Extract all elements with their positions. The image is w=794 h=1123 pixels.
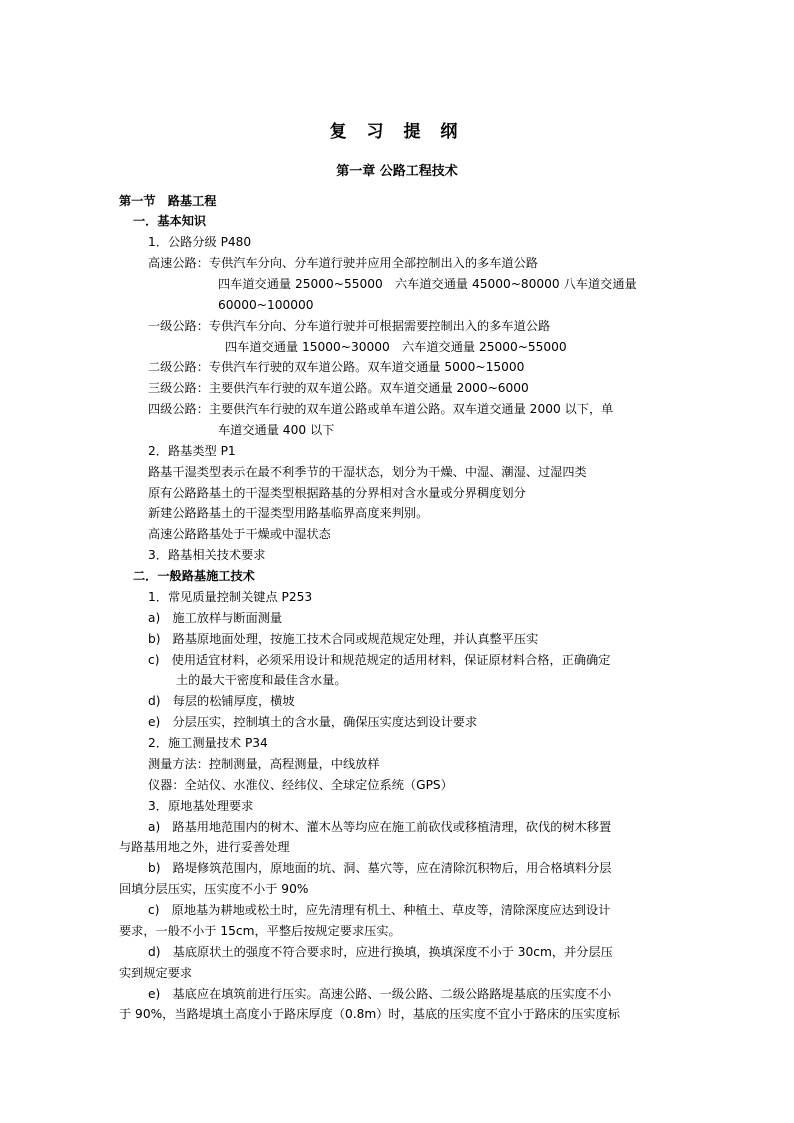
chapter-title: 第一章 公路工程技术 bbox=[336, 164, 458, 179]
page-title: 复 习 提 纲 bbox=[329, 122, 465, 142]
requirement-d-line-1: d) 基底原状土的强度不符合要求时，应进行换填，换填深度不小于 30cm，并分层压 bbox=[148, 945, 613, 959]
highway-line: 高速公路：专供汽车分向、分车道行驶并应用全部控制出入的多车道公路 bbox=[148, 256, 538, 270]
requirement-d-line-2: 实到规定要求 bbox=[119, 966, 193, 980]
highway-traffic-line-2: 60000~100000 bbox=[218, 298, 314, 312]
requirement-a-line-2: 与路基用地之外，进行妥善处理 bbox=[119, 840, 290, 854]
part2-item3: 3．原地基处理要求 bbox=[148, 799, 254, 813]
part2-item1: 1．常见质量控制关键点 P253 bbox=[148, 590, 313, 604]
checkpoint-e: e) 分层压实，控制填土的含水量，确保压实度达到设计要求 bbox=[148, 715, 478, 729]
survey-methods: 测量方法：控制测量，高程测量，中线放样 bbox=[148, 757, 380, 771]
part1-heading: 一．基本知识 bbox=[133, 214, 207, 228]
class1-traffic-line: 四车道交通量 15000~30000 六车道交通量 25000~55000 bbox=[225, 340, 567, 354]
requirement-e-line-2: 于 90%，当路堤填土高度小于路床厚度（0.8m）时，基底的压实度不宜小于路床的压实度标 bbox=[119, 1007, 620, 1021]
part2-item2: 2．施工测量技术 P34 bbox=[148, 736, 268, 750]
requirement-c-line-2: 要求，一般不小于 15cm，平整后按规定要求压实。 bbox=[119, 924, 401, 938]
checkpoint-c-line-1: c) 使用适宜材料，必须采用设计和规范规定的适用材料，保证原材料合格，正确确定 bbox=[148, 653, 611, 667]
class4-line-2: 车道交通量 400 以下 bbox=[218, 423, 335, 437]
dry-wet-line-1: 路基干湿类型表示在最不利季节的干湿状态，划分为干燥、中湿、潮湿、过湿四类 bbox=[148, 465, 587, 479]
requirement-b-line-1: b) 路堤修筑范围内，原地面的坑、洞、墓穴等，应在清除沉积物后，用合格填料分层 bbox=[148, 861, 612, 875]
part2-heading: 二．一般路基施工技术 bbox=[133, 569, 255, 583]
survey-instruments: 仪器：全站仪、水准仪、经纬仪、全球定位系统（GPS） bbox=[148, 778, 453, 792]
checkpoint-b: b) 路基原地面处理，按施工技术合同或规范规定处理，并认真整平压实 bbox=[148, 632, 539, 646]
requirement-c-line-1: c) 原地基为耕地或松土时，应先清理有机土、种植土、草皮等，清除深度应达到设计 bbox=[148, 903, 611, 917]
part1-item3: 3．路基相关技术要求 bbox=[148, 548, 266, 562]
class3-line: 三级公路：主要供汽车行驶的双车道公路。双车道交通量 2000~6000 bbox=[148, 381, 529, 395]
checkpoint-a: a) 施工放样与断面测量 bbox=[148, 611, 283, 625]
checkpoint-d: d) 每层的松铺厚度，横坡 bbox=[148, 694, 295, 708]
requirement-b-line-2: 回填分层压实，压实度不小于 90% bbox=[119, 882, 309, 896]
section-heading: 第一节 路基工程 bbox=[119, 194, 217, 208]
requirement-a-line-1: a) 路基用地范围内的树木、灌木丛等均应在施工前砍伐或移植清理，砍伐的树木移置 bbox=[148, 820, 612, 834]
dry-wet-line-2: 原有公路路基土的干湿类型根据路基的分界相对含水量或分界稠度划分 bbox=[148, 486, 526, 500]
dry-wet-line-4: 高速公路路基处于干燥或中湿状态 bbox=[148, 527, 331, 541]
dry-wet-line-3: 新建公路路基土的干湿类型用路基临界高度来判别。 bbox=[148, 506, 429, 520]
class2-line: 二级公路：专供汽车行驶的双车道公路。双车道交通量 5000~15000 bbox=[148, 360, 525, 374]
part1-item1: 1．公路分级 P480 bbox=[148, 235, 252, 249]
checkpoint-c-line-2: 土的最大干密度和最佳含水量。 bbox=[176, 673, 347, 687]
class4-line-1: 四级公路：主要供汽车行驶的双车道公路或单车道公路。双车道交通量 2000 以下，单 bbox=[148, 402, 614, 416]
requirement-e-line-1: e) 基底应在填筑前进行压实。高速公路、一级公路、二级公路路堤基底的压实度不小 bbox=[148, 987, 612, 1001]
highway-traffic-line-1: 四车道交通量 25000~55000 六车道交通量 45000~80000 八车道交通量 bbox=[218, 277, 637, 291]
class1-line: 一级公路：专供汽车分向、分车道行驶并可根据需要控制出入的多车道公路 bbox=[148, 319, 551, 333]
part1-item2: 2．路基类型 P1 bbox=[148, 444, 236, 458]
